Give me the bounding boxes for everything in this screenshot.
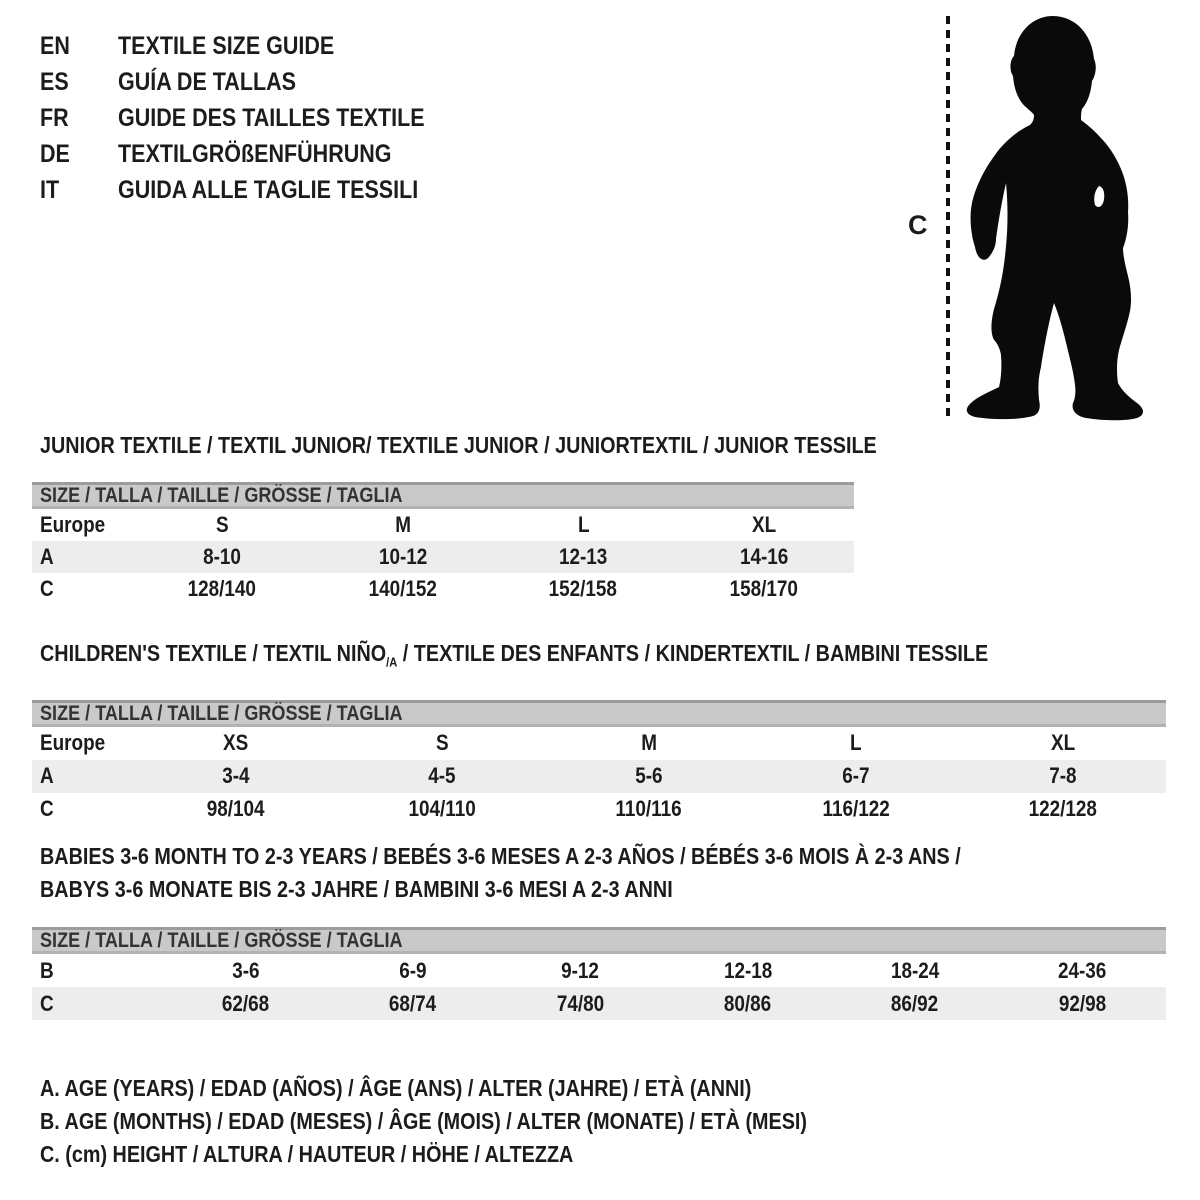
table-cell: S bbox=[215, 512, 229, 537]
table-cell: 9-12 bbox=[561, 957, 600, 983]
table-cell: 3-4 bbox=[221, 763, 250, 789]
table-cell: 104/110 bbox=[408, 796, 476, 822]
table-cell: L bbox=[850, 730, 862, 756]
table-cell: 5-6 bbox=[635, 763, 663, 789]
table-cell: 18-24 bbox=[890, 957, 940, 983]
language-label: GUÍA DE TALLAS bbox=[118, 67, 296, 96]
table-cell: XL bbox=[1050, 730, 1075, 756]
height-measure-line bbox=[944, 16, 952, 418]
table-row bbox=[32, 793, 1166, 826]
size-table-header: SIZE / TALLA / TAILLE / GRÖSSE / TAGLIA bbox=[32, 927, 1166, 954]
table-cell: 92/98 bbox=[1058, 990, 1106, 1016]
table-cell: 158/170 bbox=[729, 576, 798, 601]
row-label: Europe bbox=[40, 512, 106, 537]
table-cell: 86/92 bbox=[891, 990, 939, 1016]
table-cell: 6-9 bbox=[399, 957, 427, 983]
table-cell: 152/158 bbox=[549, 576, 618, 601]
size-table bbox=[0, 509, 1200, 605]
table-cell: M bbox=[394, 512, 411, 537]
language-list bbox=[40, 28, 475, 208]
section-title bbox=[0, 638, 1200, 678]
table-cell: 4-5 bbox=[428, 763, 456, 789]
size-table bbox=[0, 727, 1200, 826]
language-row bbox=[40, 64, 475, 100]
table-cell: 7-8 bbox=[1048, 763, 1077, 789]
table-cell: 12-18 bbox=[723, 957, 772, 983]
row-label: C bbox=[40, 796, 54, 822]
section-childrens-textile bbox=[0, 638, 1200, 826]
table-row bbox=[32, 573, 854, 605]
language-code: DE bbox=[40, 139, 70, 168]
footnote-line: B. AGE (MONTHS) / EDAD (MESES) / ÂGE (MOIS) / ALTER (MONATE) / ETÀ (MESI) bbox=[40, 1108, 807, 1134]
table-cell: 62/68 bbox=[221, 990, 270, 1016]
row-label: A bbox=[40, 544, 54, 569]
footnote-line: A. AGE (YEARS) / EDAD (AÑOS) / ÂGE (ANS) / ALTER (JAHRE) / ETÀ (ANNI) bbox=[40, 1075, 752, 1101]
section-title-text: JUNIOR TEXTILE / TEXTIL JUNIOR/ TEXTILE JUNIOR / JUNIORTEXTIL / JUNIOR TESSILE bbox=[40, 432, 877, 458]
row-label: C bbox=[40, 990, 54, 1016]
section-title bbox=[0, 430, 1200, 460]
table-cell: 128/140 bbox=[188, 576, 257, 601]
table-cell: 140/152 bbox=[368, 576, 437, 601]
section-title-text: /A bbox=[386, 654, 398, 670]
size-table-header: SIZE / TALLA / TAILLE / GRÖSSE / TAGLIA bbox=[32, 700, 1166, 727]
table-cell: L bbox=[577, 512, 590, 537]
section-title bbox=[0, 840, 1200, 906]
table-cell: 3-6 bbox=[231, 957, 260, 983]
language-label: GUIDE DES TAILLES TEXTILE bbox=[118, 103, 425, 132]
language-label: TEXTILE SIZE GUIDE bbox=[118, 31, 335, 60]
table-cell: M bbox=[641, 730, 657, 756]
language-code: IT bbox=[40, 175, 60, 204]
language-row bbox=[40, 28, 475, 64]
size-table bbox=[0, 954, 1200, 1020]
table-row bbox=[32, 509, 854, 541]
row-label: B bbox=[40, 957, 54, 983]
table-cell: 24-36 bbox=[1058, 957, 1107, 983]
table-row bbox=[32, 727, 1166, 760]
section-title-text: BABIES 3-6 MONTH TO 2-3 YEARS / BEBÉS 3-6 MESES A 2-3 AÑOS / BÉBÉS 3-6 MOIS À 2-3 ANS / bbox=[40, 843, 961, 869]
row-label: A bbox=[40, 763, 54, 789]
height-measure-label: C bbox=[908, 210, 928, 240]
table-cell: 12-13 bbox=[559, 544, 608, 569]
footnote-line: C. (cm) HEIGHT / ALTURA / HAUTEUR / HÖHE / ALTEZZA bbox=[40, 1141, 574, 1167]
table-cell: 80/86 bbox=[723, 990, 772, 1016]
row-label: C bbox=[40, 576, 54, 601]
table-cell: 10-12 bbox=[378, 544, 427, 569]
table-cell: 8-10 bbox=[203, 544, 242, 569]
language-code: FR bbox=[40, 103, 69, 132]
table-cell: 74/80 bbox=[556, 990, 604, 1016]
language-code: EN bbox=[40, 31, 70, 60]
language-row bbox=[40, 172, 475, 208]
section-junior-textile bbox=[0, 430, 1200, 605]
size-table-header: SIZE / TALLA / TAILLE / GRÖSSE / TAGLIA bbox=[32, 482, 854, 509]
section-title-text: BABYS 3-6 MONATE BIS 2-3 JAHRE / BAMBINI 3-6 MESI A 2-3 ANNI bbox=[40, 876, 673, 902]
table-row bbox=[32, 760, 1166, 793]
table-cell: 110/116 bbox=[615, 796, 683, 822]
toddler-silhouette-image bbox=[956, 12, 1151, 422]
section-title-text: / TEXTILE DES ENFANTS / KINDERTEXTIL / BAMBINI TESSILE bbox=[397, 640, 989, 666]
section-title-text: CHILDREN'S TEXTILE / TEXTIL NIÑO bbox=[40, 640, 387, 666]
table-cell: 68/74 bbox=[389, 990, 437, 1016]
table-cell: 14-16 bbox=[739, 544, 788, 569]
section-babies-textile bbox=[0, 840, 1200, 1020]
table-cell: XL bbox=[751, 512, 776, 537]
language-code: ES bbox=[40, 67, 69, 96]
table-cell: 98/104 bbox=[206, 796, 265, 822]
table-cell: 6-7 bbox=[842, 763, 870, 789]
row-label: Europe bbox=[40, 730, 106, 756]
table-cell: 116/122 bbox=[822, 796, 890, 822]
table-cell: S bbox=[435, 730, 449, 756]
table-cell: 122/128 bbox=[1028, 796, 1097, 822]
language-row bbox=[40, 136, 475, 172]
footnotes bbox=[40, 1072, 932, 1171]
language-label: GUIDA ALLE TAGLIE TESSILI bbox=[118, 175, 419, 204]
table-row bbox=[32, 987, 1166, 1020]
table-row bbox=[32, 954, 1166, 987]
table-row bbox=[32, 541, 854, 573]
table-cell: XS bbox=[222, 730, 249, 756]
language-label: TEXTILGRÖßENFÜHRUNG bbox=[118, 139, 392, 168]
language-row bbox=[40, 100, 475, 136]
